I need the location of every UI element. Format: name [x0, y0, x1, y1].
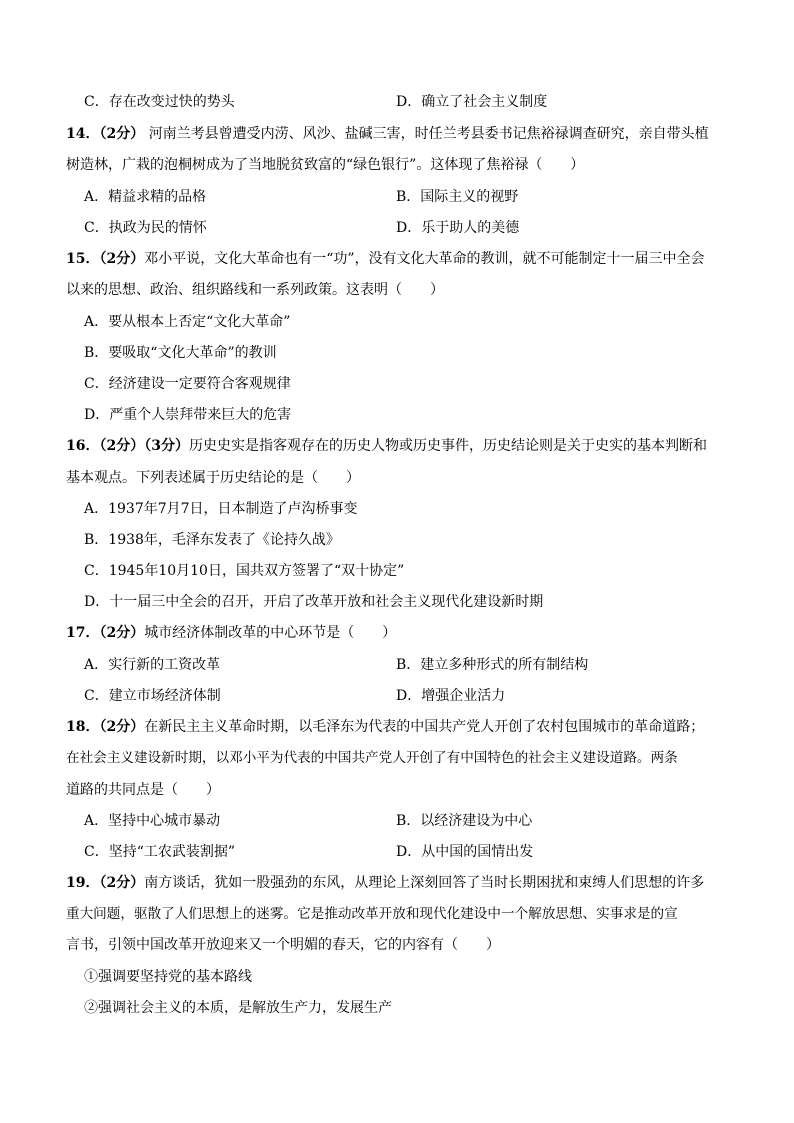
q14-number: 14． — [66, 126, 100, 142]
q19-score: （2分） — [99, 875, 145, 891]
q18-option-b: B．以经济建设为中心 — [396, 813, 533, 829]
q16-score: （2分）（3分） — [99, 438, 189, 454]
q14-option-a: A．精益求精的品格 — [84, 189, 207, 205]
q16-option-b: B．1938年，毛泽东发表了《论持久战》 — [84, 532, 340, 548]
q16-number: 16． — [66, 438, 100, 454]
q18-stem-text-1: 在新民主主义革命时期，以毛泽东为代表的中国共产党人开创了农村包围城市的革命道路； — [144, 719, 705, 735]
q17-number: 17． — [66, 625, 100, 641]
q16-stem-line-1 — [66, 436, 734, 456]
q16-stem-text-1: 历史史实是指客观存在的历史人物或历史事件，历史结论则是关于史实的基本判断和 — [188, 438, 707, 454]
q18-option-c: C．坚持“工农武装割据” — [84, 844, 236, 860]
q15-stem-text-1: 邓小平说，文化大革命也有一“功”，没有文化大革命的教训，就不可能制定十一届三中全会 — [144, 251, 705, 267]
q15-stem-line-1 — [66, 249, 734, 269]
q18-option-d: D．从中国的国情出发 — [396, 844, 534, 860]
q18-stem-line-2: 在社会主义建设新时期，以邓小平为代表的中国共产党人开创了有中国特色的社会主义建设道路。两条 — [66, 750, 678, 766]
q14-stem-line-2: 树造林，广栽的泡桐树成为了当地脱贫致富的“绿色银行”。这体现了焦裕禄（ ） — [66, 157, 585, 173]
q14-option-b: B．国际主义的视野 — [396, 189, 519, 205]
q18-score: （2分） — [99, 719, 145, 735]
q19-item-1: ①强调要坚持党的基本路线 — [84, 969, 252, 985]
q14-option-c: C．执政为民的情怀 — [84, 220, 207, 236]
q16-option-a: A．1937年7月7日，日本制造了卢沟桥事变 — [84, 501, 358, 517]
q19-stem-line-2: 重大问题，驱散了人们思想上的迷雾。它是推动改革开放和现代化建设中一个解放思想、实事求是的宣 — [66, 906, 678, 922]
q18-option-a: A．坚持中心城市暴动 — [84, 813, 221, 829]
q17-stem-text-1: 城市经济体制改革的中心环节是（ ） — [144, 625, 397, 641]
q14-stem-text-1: 河南兰考县曾遭受内涝、风沙、盐碱三害，时任兰考县委书记焦裕禄调查研究，亲自带头植 — [148, 126, 709, 142]
q15-score: （2分） — [99, 251, 145, 267]
q14-stem-line-1 — [66, 124, 734, 144]
q19-number: 19． — [66, 875, 100, 891]
q14-option-d: D．乐于助人的美德 — [396, 220, 520, 236]
q15-option-d: D．严重个人崇拜带来巨大的危害 — [84, 407, 292, 423]
q15-number: 15． — [66, 251, 100, 267]
q16-stem-line-2: 基本观点。下列表述属于历史结论的是（ ） — [66, 470, 360, 486]
q17-option-a: A．实行新的工资改革 — [84, 657, 221, 673]
q17-stem-line-1 — [66, 623, 734, 643]
q18-number: 18． — [66, 719, 100, 735]
q17-option-b: B．建立多种形式的所有制结构 — [396, 657, 589, 673]
q18-stem-line-1 — [66, 717, 734, 737]
q15-option-c: C．经济建设一定要符合客观规律 — [84, 376, 291, 392]
q17-option-c: C．建立市场经济体制 — [84, 688, 221, 704]
q15-option-b: B．要吸取“文化大革命”的教训 — [84, 345, 277, 361]
q16-option-c: C．1945年10月10日，国共双方签署了“双十协定” — [84, 563, 405, 579]
q19-stem-line-1 — [66, 873, 734, 893]
q13-option-c: C．存在改变过快的势头 — [84, 94, 235, 110]
q13-option-d: D．确立了社会主义制度 — [396, 94, 548, 110]
q19-stem-line-3: 言书，引领中国改革开放迎来又一个明媚的春天，它的内容有（ ） — [66, 937, 500, 953]
q19-stem-text-1: 南方谈话，犹如一股强劲的东风，从理论上深刻回答了当时长期困扰和束缚人们思想的许多 — [144, 875, 705, 891]
q17-option-d: D．增强企业活力 — [396, 688, 506, 704]
q17-score: （2分） — [99, 625, 145, 641]
q15-option-a: A．要从根本上否定“文化大革命” — [84, 314, 291, 330]
q15-stem-line-2: 以来的思想、政治、组织路线和一系列政策。这表明（ ） — [66, 282, 444, 298]
q14-score: （2分） — [99, 126, 145, 142]
q18-stem-line-3: 道路的共同点是（ ） — [66, 782, 220, 798]
q16-option-d: D．十一届三中全会的召开，开启了改革开放和社会主义现代化建设新时期 — [84, 594, 544, 610]
q19-item-2: ②强调社会主义的本质，是解放生产力，发展生产 — [84, 1000, 392, 1016]
